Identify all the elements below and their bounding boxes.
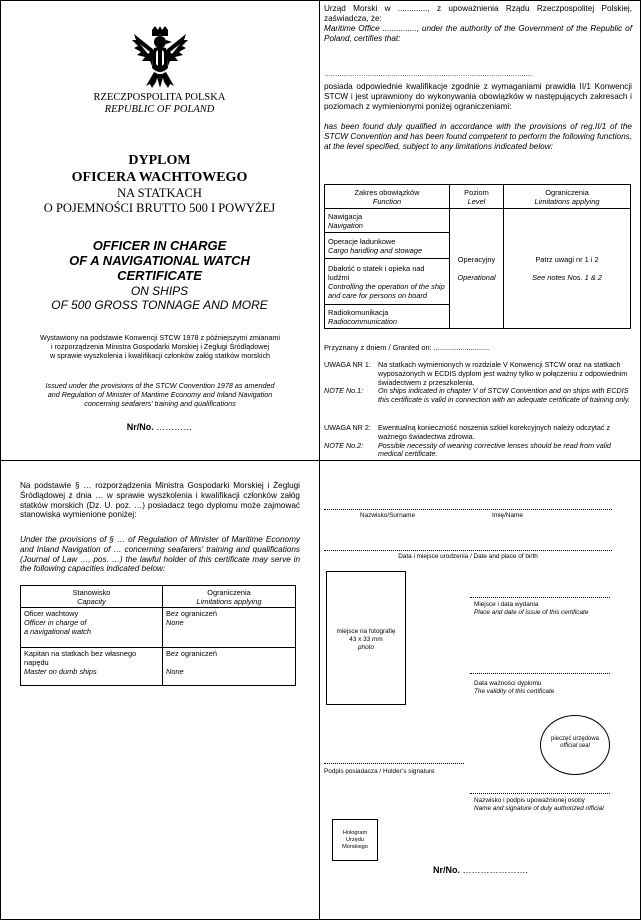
note-1-pl-text: Na statkach wymienionych w rozdziale V Konwencji STCW oraz na statkach wyposażonych w ECDIS dyplom jest ważny tylko w połączeniu z odpowiednim świadectwem z przeszkolenia. — [378, 360, 628, 387]
validity-line — [470, 673, 610, 674]
issue-line — [470, 597, 610, 598]
issued-pl-line1: Wystawiony na podstawie Konwencji STCW 1978 z późniejszymi zmianami — [39, 333, 280, 342]
function-header-pl: Zakres obowiązków — [354, 187, 420, 197]
subtitle-en-line2: OF 500 GROSS TONNAGE AND MORE — [51, 298, 268, 312]
issued-basis-pl — [14, 334, 306, 360]
function-en: Cargo handling and stowage — [328, 245, 423, 255]
name-line — [324, 509, 612, 510]
issue-label-en: Place and date of issue of this certificate — [474, 608, 589, 616]
photo-label-1: miejsce na fotografię — [336, 628, 396, 635]
cap-limitations-header-en: Limitations applying — [196, 596, 262, 606]
level-header-pl: Poziom — [464, 187, 489, 197]
limitations-header — [504, 185, 631, 209]
level-header-en: Level — [467, 196, 486, 206]
official-signature-line — [470, 793, 610, 794]
capacity-pl: Kapitan na statkach bez własnego napędu — [24, 649, 137, 667]
level-pl: Operacyjny — [457, 255, 496, 264]
subtitle-pl-line2: O POJEMNOŚCI BRUTTO 500 I POWYŻEJ — [43, 201, 276, 215]
limitations-cell — [504, 209, 631, 329]
certificate-number — [0, 422, 319, 432]
capacities-basis-en: Under the provisions of § … of Regulation of Minister of Maritime Economy and Inland Navigation of … concerning seafarers' training and qualifications (Journal of Law …, pos. …) the lawful holder of this certificate may serve in the following capacities indicated below: — [20, 535, 300, 574]
limitations-header-en: Limitations applying — [534, 196, 600, 206]
function-pl: Nawigacja — [328, 211, 363, 221]
cap-limitations-pl: Bez ograniczeń — [166, 649, 217, 658]
note-1-pl — [324, 361, 636, 387]
table-row — [21, 648, 296, 686]
granted-on: Przyznany z dniem / Granted on: ........................... — [324, 343, 490, 352]
hologram-label-3: Morskiego — [342, 843, 368, 850]
surname-label: Nazwisko/Surname — [360, 512, 416, 519]
title-pl-line1: DYPLOM — [128, 153, 191, 168]
table-row — [21, 608, 296, 648]
country-block — [0, 92, 319, 116]
note-2-pl-text: Ewentualną konieczność noszenia szkieł korekcyjnych należy odczytać z ważnego świadectwa zdrowia. — [378, 423, 611, 441]
cap-limitations-header — [163, 586, 296, 608]
certification-panel — [320, 0, 641, 460]
holder-signature-line — [324, 763, 464, 764]
issued-en-line3: concerning seafarers’ training and qualifications — [84, 399, 236, 409]
subtitle-pl — [0, 186, 319, 216]
function-cell — [325, 305, 450, 329]
cap-limitations-en: None — [166, 618, 184, 627]
country-name-pl: RZECZPOSPOLITA POLSKA — [93, 92, 226, 103]
title-pl-line2: OFICERA WACHTOWEGO — [71, 170, 248, 185]
hologram-label-1: Hologram — [342, 830, 368, 836]
official-label-en: Name and signature of duly authorized official — [474, 804, 604, 812]
cover-panel — [0, 0, 319, 460]
capacity-en-line2: a navigational watch — [24, 627, 91, 636]
certificate-number-value: ………… — [156, 422, 193, 432]
hologram-label-2: Urzędu — [345, 836, 365, 843]
function-header-en: Function — [372, 196, 402, 206]
functions-table — [324, 184, 631, 329]
issue-label-pl: Miejsce i data wydania — [474, 601, 539, 608]
function-en: Radiocommunication — [328, 316, 398, 326]
issued-en-line2: and Regulation of Minister of Maritime Economy and Inland Navigation — [47, 390, 273, 400]
note-2-en — [324, 442, 636, 460]
country-name-en: REPUBLIC OF POLAND — [104, 104, 215, 115]
cap-limitations-header-pl: Ograniczenia — [207, 587, 251, 597]
title-en-line2: OF A NAVIGATIONAL WATCH — [69, 253, 250, 268]
issued-pl-line2: i rozporządzenia Ministra Gospodarki Morskiej i Żeglugi Śródlądowej — [50, 341, 270, 351]
capacity-header-pl: Stanowisko — [72, 587, 111, 597]
note-1-en — [324, 387, 636, 405]
capacity-header — [21, 586, 163, 608]
function-header — [325, 185, 450, 209]
subtitle-en — [0, 284, 319, 312]
intro-pl: Urząd Morski w ............., z upoważnienia Rządu Rzeczpospolitej Polskiej, zaświadcza, że: — [324, 4, 632, 23]
cap-limitations-cell — [163, 608, 296, 648]
issued-pl-line3: w sprawie wyszkolenia i kwalifikacji członków załóg statków morskich — [49, 350, 271, 360]
holder-panel — [320, 461, 641, 920]
note-2-en-label: NOTE No.2: — [324, 440, 364, 450]
level-cell — [450, 209, 504, 329]
capacities-panel — [0, 461, 319, 920]
eagle-emblem-icon — [132, 26, 188, 90]
function-cell — [325, 259, 450, 305]
photo-placeholder — [326, 571, 406, 705]
holder-name-dots: …………………………………………………………………………………… — [324, 71, 532, 78]
official-seal — [540, 715, 610, 775]
title-en-line1: OFFICER IN CHARGE — [92, 238, 227, 253]
seal-label-en: official seal — [560, 743, 590, 749]
cap-limitations-pl: Bez ograniczeń — [166, 609, 217, 618]
issued-en-line1: Issued under the provisions of the STCW Convention 1978 as amended — [45, 381, 275, 390]
function-pl: Operacje ładunkowe — [328, 236, 396, 246]
capacity-en-line1: Master on dumb ships — [24, 667, 97, 676]
capacity-pl: Oficer wachtowy — [24, 609, 79, 618]
certificate-number-back-value: …………………. — [462, 865, 529, 875]
note-1-en-label: NOTE No.1: — [324, 386, 364, 396]
note-2-pl — [324, 424, 636, 442]
capacity-cell — [21, 608, 163, 648]
capacities-basis-pl: Na podstawie § … rozporządzenia Ministra Gospodarki Morskiej i Żeglugi Śródlądowej z dnia … w sprawie wyszkolenia i kwalifikacji członków załóg statków morskich (Dz. U. poz. …) posiadacz tego dyplomu może zajmować stanowiska wymienione poniżej: — [20, 481, 300, 520]
issue-label — [474, 601, 588, 617]
function-en: Controlling the operation of the ship and care for persons on board — [328, 281, 445, 300]
birth-label: Data i miejsce urodzenia / Date and place of birth — [398, 553, 538, 560]
function-cell — [325, 209, 450, 233]
capacity-header-en: Capacity — [77, 596, 106, 606]
competence-pl: posiada odpowiednie kwalifikacje zgodnie z wymaganiami prawidła II/1 Konwencji STCW i jest uprawniony do wykonywania obowiązków w następujących zakresach i poziomach z wymienionymi poniżej ograniczeniami: — [324, 82, 632, 111]
official-label-pl: Nazwisko i podpis upoważnionej osoby — [474, 797, 585, 804]
title-en-line3: CERTIFICATE — [117, 268, 202, 283]
issued-basis-en — [14, 381, 306, 409]
seal-label-pl: pieczęć urzędowa — [550, 736, 600, 742]
birth-line — [324, 550, 612, 551]
cap-limitations-en: None — [166, 667, 184, 676]
note-1-pl-label: UWAGA NR 1: — [324, 360, 371, 369]
validity-label-en: The validity of this certificate — [474, 687, 555, 695]
competence-en: has been found duly qualified in accordance with the provisions of reg.II/1 of the STCW Convention and has been found competent to perform the following functions, at the level specified, subject to any limitations indicated below: — [324, 122, 632, 151]
capacities-table — [20, 585, 296, 686]
certificate-number-back — [320, 865, 641, 875]
capacities-table-header — [21, 586, 296, 608]
function-pl: Dbałość o statek i opieka nad ludźmi — [328, 263, 425, 282]
subtitle-pl-line1: NA STATKACH — [117, 186, 202, 200]
table-row — [325, 209, 631, 233]
given-name-label: Imię/Name — [492, 512, 523, 519]
limitations-pl: Patrz uwagi nr 1 i 2 — [535, 255, 599, 264]
note-2 — [324, 424, 636, 459]
level-en: Operational — [457, 273, 496, 282]
capacity-en-line1: Officer in charge of — [24, 618, 87, 627]
note-2-en-text: Possible necessity of wearing corrective lenses should be read from valid medical certificate. — [378, 440, 611, 459]
hologram-box — [332, 819, 378, 861]
note-1 — [324, 361, 636, 405]
cap-limitations-cell — [163, 648, 296, 686]
limitations-en: See notes Nos. 1 & 2 — [532, 273, 602, 282]
note-2-pl-label: UWAGA NR 2: — [324, 423, 371, 432]
functions-table-header — [325, 185, 631, 209]
holder-signature-label: Podpis posiadacza / Holder’s signature — [324, 768, 435, 775]
title-en — [0, 238, 319, 283]
title-pl — [0, 152, 319, 186]
function-en: Navigation — [328, 220, 363, 230]
validity-label-pl: Data ważności dyplomu — [474, 680, 542, 687]
subtitle-en-line1: ON SHIPS — [130, 284, 189, 298]
certificate-number-back-label: Nr/No. — [432, 865, 460, 875]
certificate-number-label: Nr/No. — [126, 422, 154, 432]
intro-en: Maritime Office ..............., under the authority of the Government of the Republic of Poland, certifies that: — [324, 24, 632, 43]
function-pl: Radiokomunikacja — [328, 307, 389, 317]
note-1-en-text: On ships indicated in chapter V of STCW Convention and on ships with ECDIS this certificate is valid in connection with an adequate certificate of training only. — [378, 386, 630, 405]
capacity-cell — [21, 648, 163, 686]
limitations-header-pl: Ograniczenia — [545, 187, 589, 197]
validity-label — [474, 680, 554, 696]
level-header — [450, 185, 504, 209]
photo-label-3: photo — [358, 643, 374, 651]
function-cell — [325, 233, 450, 259]
photo-label-2: 43 x 33 mm — [349, 635, 383, 643]
official-signature-label — [474, 797, 604, 813]
